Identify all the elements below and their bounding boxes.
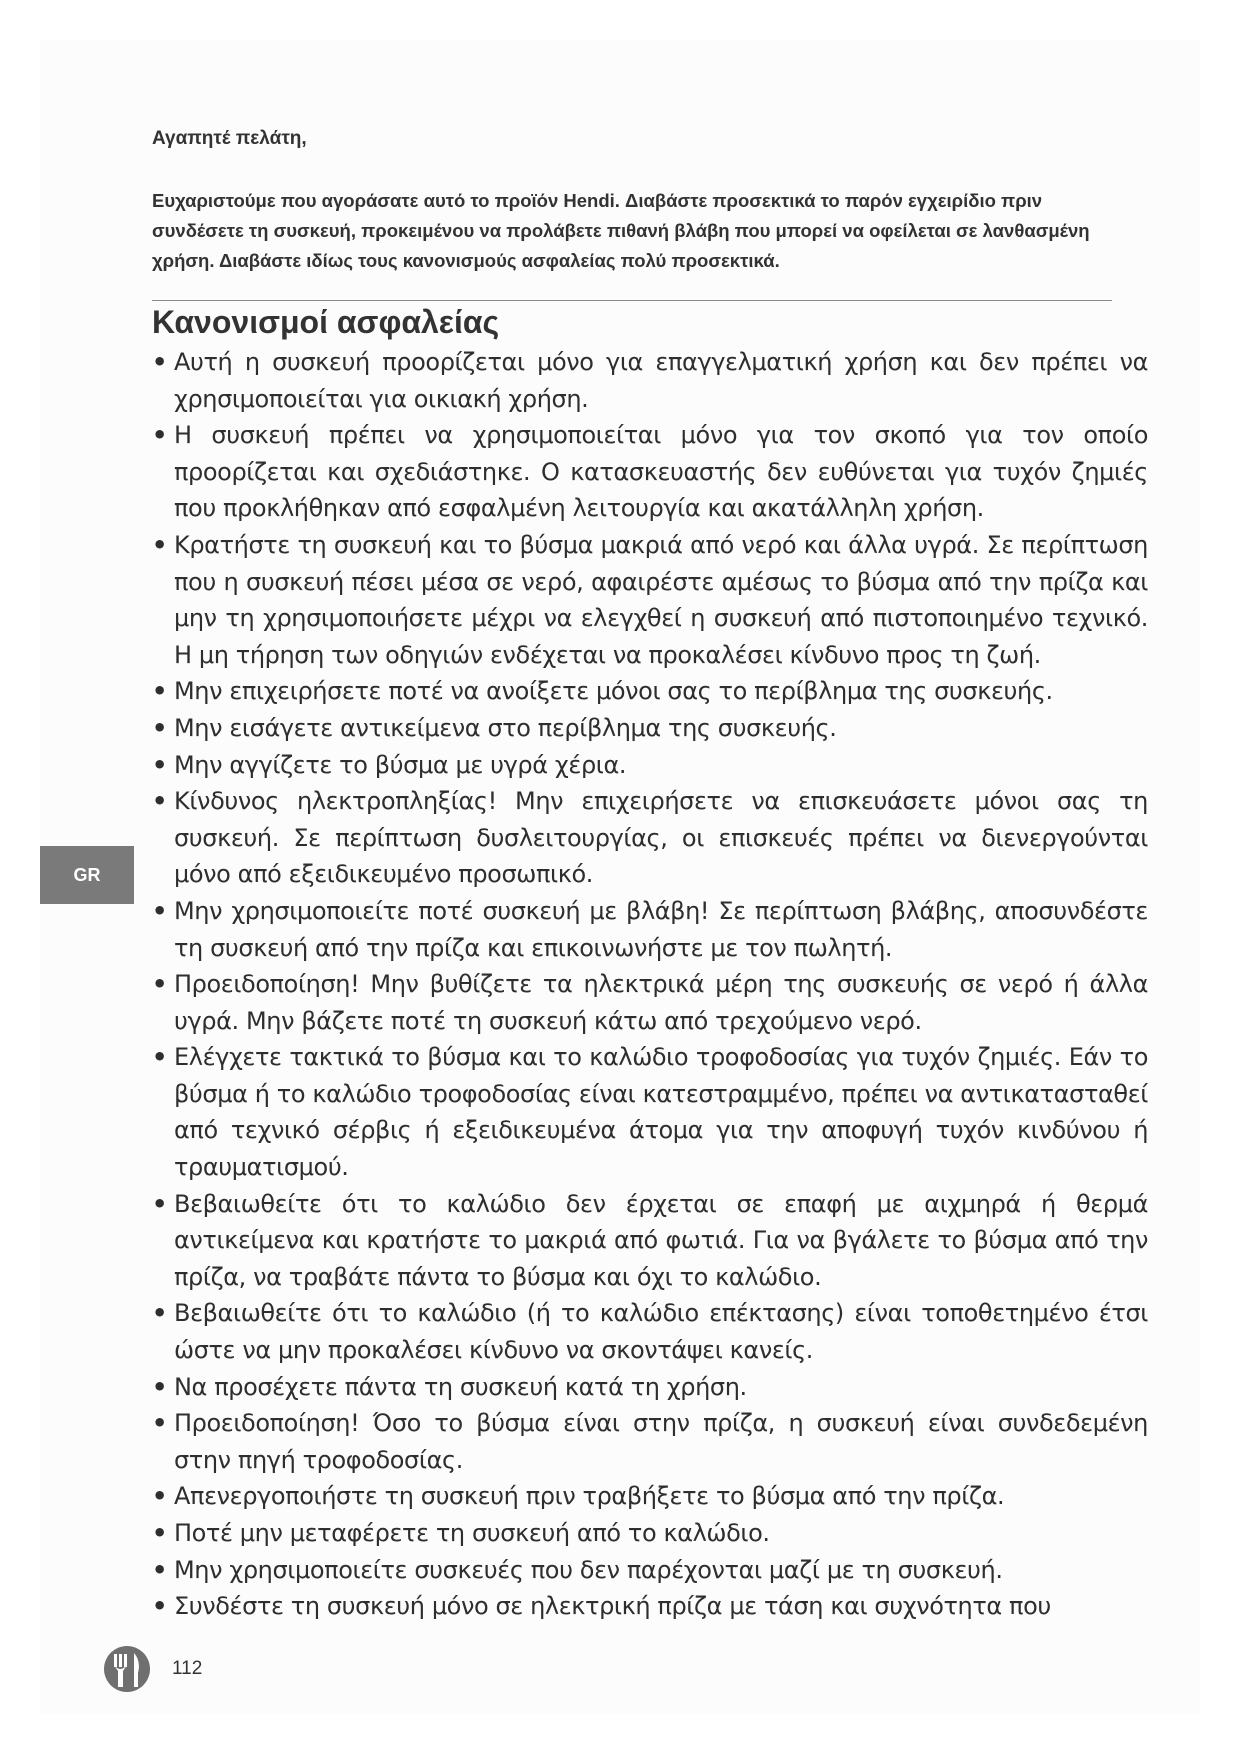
- safety-rule-item: [152, 1369, 1148, 1406]
- safety-rule-text: Ελέγχετε τακτικά το βύσμα και το καλώδιο τροφοδοσίας για τυχόν ζημιές. Εάν το βύσμα ή το καλώδιο τροφοδοσίας είναι κατεστραμμένο, πρέπει να αντικατασταθεί από τεχνικό σέρβις ή εξειδικευμένα άτομα για την αποφυγή τυχόν κινδύνου ή τραυματισμού.: [174, 1043, 1148, 1182]
- safety-rule-item: [152, 893, 1148, 966]
- cutlery-logo-icon: [103, 1645, 151, 1693]
- safety-rule-item: [152, 417, 1148, 527]
- safety-rule-text: Μην χρησιμοποιείτε συσκευές που δεν παρέχονται μαζί με τη συσκευή.: [174, 1555, 1003, 1584]
- bullet-icon: •: [152, 1519, 167, 1547]
- bullet-icon: •: [152, 348, 167, 376]
- safety-rule-item: [152, 1039, 1148, 1185]
- bullet-icon: •: [152, 1592, 167, 1621]
- safety-rule-item: [152, 344, 1148, 417]
- bullet-icon: •: [152, 1409, 167, 1438]
- bullet-icon: •: [152, 970, 167, 999]
- safety-rule-item: [152, 1588, 1148, 1625]
- safety-rule-item: [152, 527, 1148, 673]
- safety-rule-item: [152, 673, 1148, 710]
- safety-rule-item: [152, 1515, 1148, 1552]
- safety-rule-item: [152, 1478, 1148, 1515]
- bullet-icon: •: [152, 750, 167, 779]
- bullet-icon: •: [152, 1482, 167, 1511]
- safety-rule-text: Κίνδυνος ηλεκτροπληξίας! Μην επιχειρήσετε να επισκευάσετε μόνοι σας τη συσκευή. Σε περίπτωση δυσλειτουργίας, οι επισκευές πρέπει να διενεργούνται μόνο από εξειδικευμένο προσωπικό.: [174, 787, 1148, 889]
- safety-rules-list: [152, 344, 1148, 1625]
- safety-rule-text: Κρατήστε τη συσκευή και το βύσμα μακριά από νερό και άλλα υγρά. Σε περίπτωση που η συσκευή πέσει μέσα σε νερό, αφαιρέστε αμέσως το βύσμα από την πρίζα και μην τη χρησιμοποιήσετε μέχρι να ελεγχθεί η συσκευή από πιστοποιημένο τεχνικό. Η μη τήρηση των οδηγιών ενδέχεται να προκαλέσει κίνδυνο προς τη ζωή.: [174, 530, 1148, 669]
- safety-rule-item: [152, 966, 1148, 1039]
- bullet-icon: •: [152, 1555, 167, 1584]
- bullet-icon: •: [152, 1043, 167, 1072]
- safety-rule-text: Μην επιχειρήσετε ποτέ να ανοίξετε μόνοι σας το περίβλημα της συσκευής.: [174, 677, 1053, 706]
- safety-rule-item: [152, 1405, 1148, 1478]
- greeting: Αγαπητέ πελάτη,: [152, 128, 307, 149]
- bullet-icon: •: [152, 530, 167, 559]
- safety-rule-item: [152, 1186, 1148, 1296]
- safety-rule-text: Να προσέχετε πάντα τη συσκευή κατά τη χρήση.: [174, 1372, 747, 1401]
- safety-rule-item: [152, 710, 1148, 747]
- safety-rule-text: Ποτέ μην μεταφέρετε τη συσκευή από το καλώδιο.: [174, 1519, 770, 1547]
- safety-rule-text: Βεβαιωθείτε ότι το καλώδιο (ή το καλώδιο επέκτασης) είναι τοποθετημένο έτσι ώστε να μην προκαλέσει κίνδυνο να σκοντάψει κανείς.: [174, 1299, 1148, 1365]
- safety-rule-text: Απενεργοποιήστε τη συσκευή πριν τραβήξετε το βύσμα από την πρίζα.: [174, 1482, 1005, 1511]
- safety-rule-text: Βεβαιωθείτε ότι το καλώδιο δεν έρχεται σε επαφή με αιχμηρά ή θερμά αντικείμενα και κρατήστε το μακριά από φωτιά. Για να βγάλετε το βύσμα από την πρίζα, να τραβάτε πάντα το βύσμα και όχι το καλώδιο.: [174, 1189, 1148, 1291]
- safety-rule-text: Μην εισάγετε αντικείμενα στο περίβλημα της συσκευής.: [174, 713, 837, 742]
- bullet-icon: •: [152, 677, 167, 706]
- safety-rule-text: Προειδοποίηση! Μην βυθίζετε τα ηλεκτρικά μέρη της συσκευής σε νερό ή άλλα υγρά. Μην βάζετε ποτέ τη συσκευή κάτω από τρεχούμενο νερό.: [174, 970, 1148, 1035]
- intro-paragraph: Ευχαριστούμε που αγοράσατε αυτό το προϊόν Hendi. Διαβάστε προσεκτικά το παρόν εγχειρίδιο πριν συνδέσετε τη συσκευή, προκειμένου να προλάβετε πιθανή βλάβη που μπορεί να οφείλεται σε λανθασμένη χρήση. Διαβάστε ιδίως τους κανονισμούς ασφαλείας πολύ προσεκτικά.: [152, 190, 1090, 271]
- safety-rule-text: Συνδέστε τη συσκευή μόνο σε ηλεκτρική πρίζα με τάση και συχνότητα που: [174, 1592, 1051, 1621]
- safety-rule-item: [152, 783, 1148, 893]
- bullet-icon: •: [152, 1299, 167, 1328]
- safety-rule-text: Μην χρησιμοποιείτε ποτέ συσκευή με βλάβη! Σε περίπτωση βλάβης, αποσυνδέστε τη συσκευή από την πρίζα και επικοινωνήστε με τον πωλητή.: [174, 896, 1148, 962]
- bullet-icon: •: [152, 1189, 167, 1218]
- bullet-icon: •: [152, 421, 167, 450]
- divider: [152, 300, 1112, 301]
- section-title: Κανονισμοί ασφαλείας: [152, 304, 500, 340]
- page-number: 112: [172, 1658, 203, 1679]
- bullet-icon: •: [152, 896, 167, 925]
- safety-rule-text: Προειδοποίηση! Όσο το βύσμα είναι στην πρίζα, η συσκευή είναι συνδεδεμένη στην πηγή τροφοδοσίας.: [174, 1409, 1148, 1474]
- safety-rule-text: Η συσκευή πρέπει να χρησιμοποιείται μόνο για τον σκοπό για τον οποίο προορίζεται και σχεδιάστηκε. Ο κατασκευαστής δεν ευθύνεται για τυχόν ζημιές που προκλήθηκαν από εσφαλμένη λειτουργία και ακατάλληλη χρήση.: [174, 421, 1148, 523]
- bullet-icon: •: [152, 713, 167, 742]
- bullet-icon: •: [152, 1372, 167, 1401]
- safety-rule-item: [152, 1552, 1148, 1589]
- language-tab: GR: [40, 846, 134, 904]
- safety-rule-text: Αυτή η συσκευή προορίζεται μόνο για επαγγελματική χρήση και δεν πρέπει να χρησιμοποιείται για οικιακή χρήση.: [174, 348, 1148, 413]
- safety-rule-text: Μην αγγίζετε το βύσμα με υγρά χέρια.: [174, 750, 627, 779]
- safety-rule-item: [152, 747, 1148, 784]
- safety-rule-item: [152, 1295, 1148, 1368]
- bullet-icon: •: [152, 787, 167, 816]
